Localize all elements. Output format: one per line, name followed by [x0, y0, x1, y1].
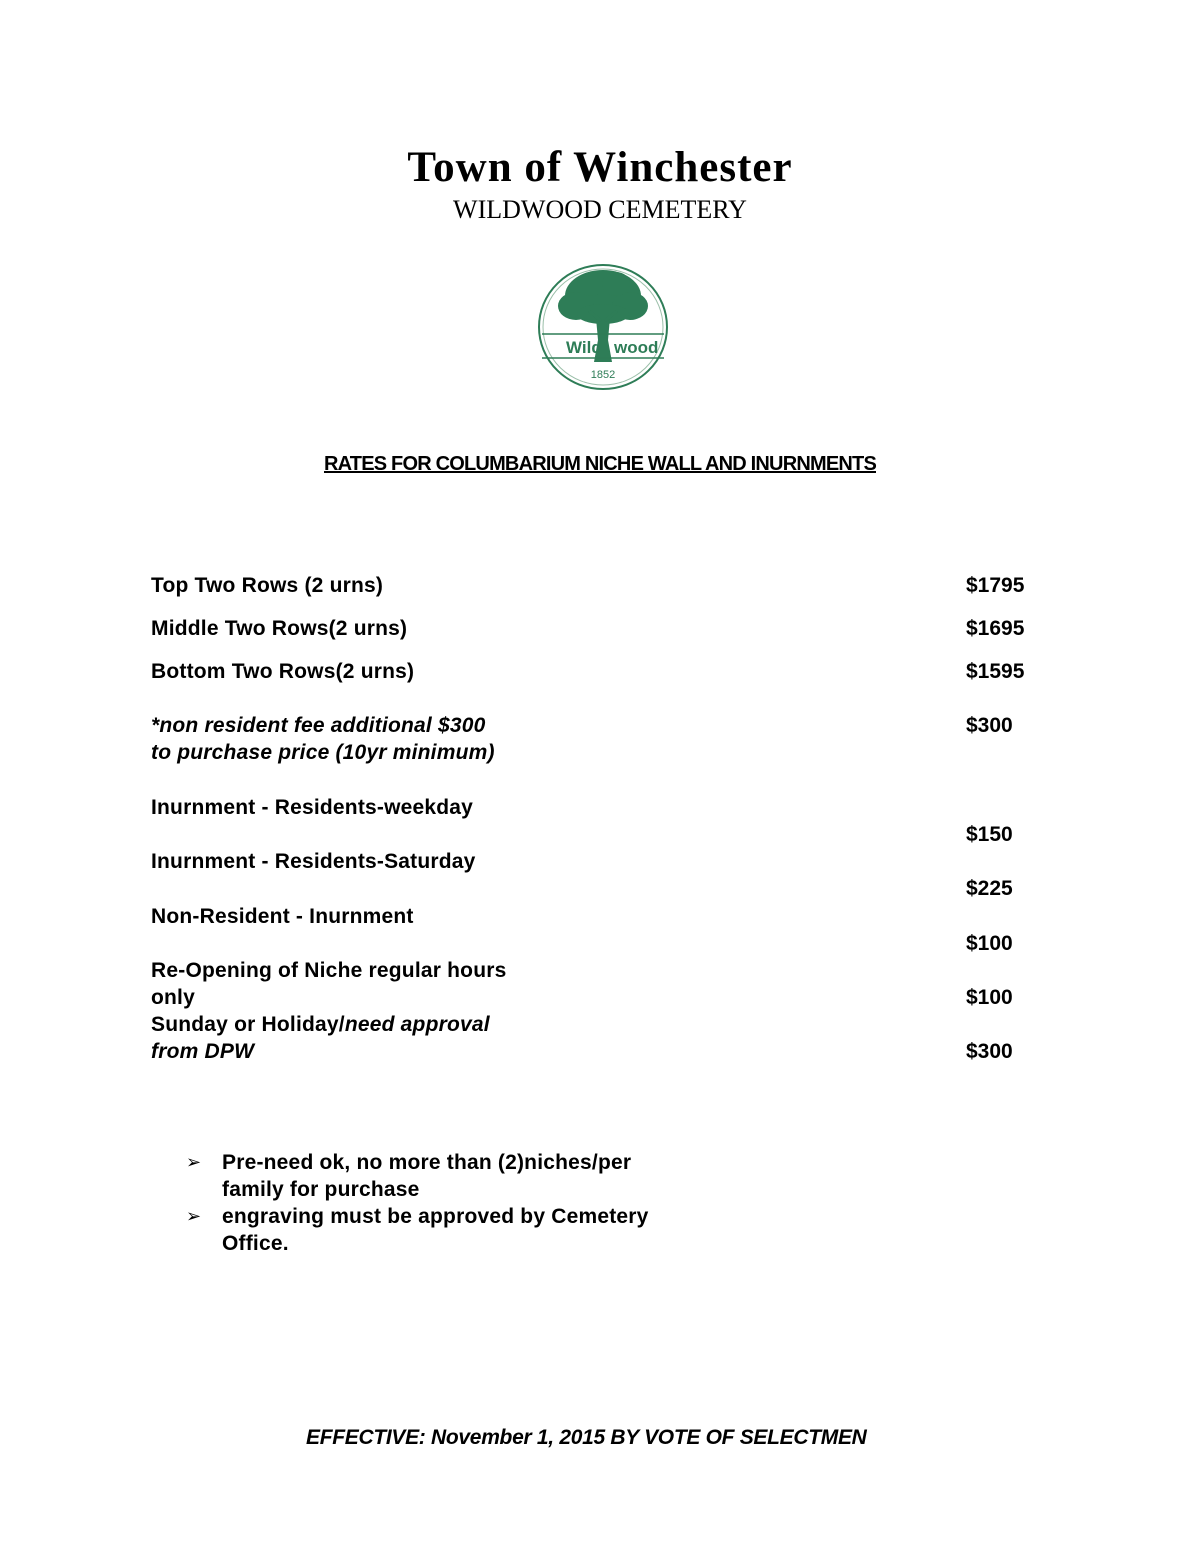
inurnment-weekday-label: Inurnment - Residents-weekday — [151, 796, 474, 819]
list-item — [186, 1149, 726, 1203]
sunday-holiday-prefix: Sunday or Holiday/ — [151, 1013, 345, 1036]
bottom-two-rows-price: $1595 — [966, 660, 1025, 683]
note-line: engraving must be approved by Cemetery — [222, 1205, 649, 1228]
logo-year: 1852 — [590, 369, 616, 381]
bottom-two-rows-label: Bottom Two Rows(2 urns) — [151, 660, 415, 683]
reopening-label-line1: Re-Opening of Niche regular hours — [151, 959, 507, 982]
inurnment-saturday-price: $225 — [966, 877, 1013, 900]
middle-two-rows-price: $1695 — [966, 617, 1025, 640]
top-two-rows-price: $1795 — [966, 574, 1025, 597]
note-line: family for purchase — [222, 1178, 420, 1201]
inurnment-weekday-price: $150 — [966, 823, 1013, 846]
non-resident-fee-line1: *non resident fee additional $300 — [151, 714, 486, 737]
note-line: Office. — [222, 1232, 289, 1255]
wildwood-logo — [536, 262, 670, 392]
top-two-rows-label: Top Two Rows (2 urns) — [151, 574, 384, 597]
sunday-holiday-price: $300 — [966, 1040, 1013, 1063]
rates-heading: RATES FOR COLUMBARIUM NICHE WALL AND INURNMENTS — [323, 453, 876, 475]
sunday-holiday-label-line2: from DPW — [151, 1040, 255, 1063]
non-resident-inurnment-price: $100 — [966, 932, 1013, 955]
logo-text-right: wood — [614, 338, 659, 357]
cemetery-name: WILDWOOD CEMETERY — [453, 195, 747, 224]
non-resident-fee-line2: to purchase price (10yr minimum) — [151, 741, 495, 764]
logo-text-left: Wild — [566, 338, 602, 357]
notes-list — [186, 1149, 726, 1257]
reopening-label-line2: only — [151, 986, 195, 1009]
sunday-holiday-label-line1 — [151, 1011, 490, 1038]
middle-two-rows-label: Middle Two Rows(2 urns) — [151, 617, 408, 640]
tree-seal-icon — [536, 262, 670, 392]
reopening-price: $100 — [966, 986, 1013, 1009]
effective-date: EFFECTIVE: November 1, 2015 BY VOTE OF SELECTMEN — [306, 1426, 867, 1449]
sunday-holiday-italic: need approval — [344, 1013, 490, 1036]
arrowhead-bullet-icon: ➢ — [186, 1152, 202, 1172]
arrowhead-bullet-icon: ➢ — [186, 1206, 202, 1226]
note-line: Pre-need ok, no more than (2)niches/per — [222, 1151, 632, 1174]
inurnment-saturday-label: Inurnment - Residents-Saturday — [151, 850, 476, 873]
non-resident-fee-price: $300 — [966, 714, 1013, 737]
list-item — [186, 1203, 726, 1257]
town-title: Town of Winchester — [407, 144, 793, 191]
non-resident-inurnment-label: Non-Resident - Inurnment — [151, 905, 414, 928]
